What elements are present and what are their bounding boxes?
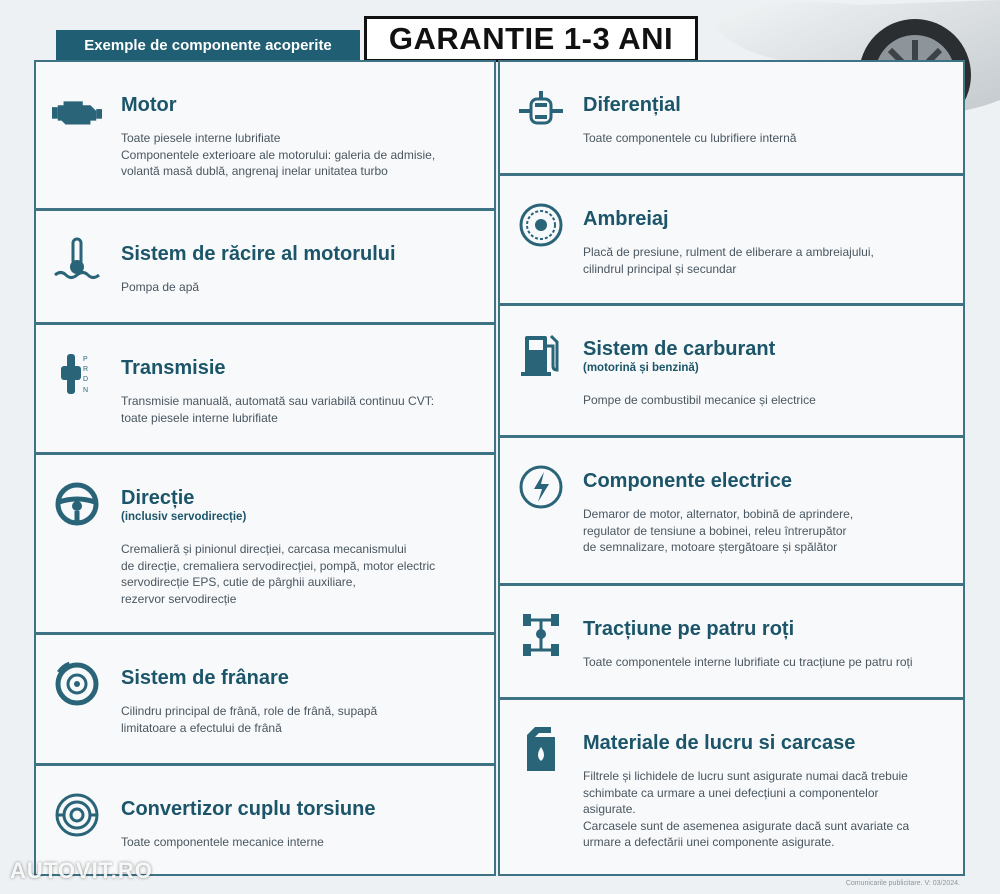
description-line: Toate componentele interne lubrifiate cu tracțiune pe patru roți bbox=[583, 655, 913, 669]
description-line: de direcție, cremaliera servodirecției, pompă, motor electric bbox=[121, 558, 436, 573]
card-description bbox=[583, 506, 955, 556]
card-description bbox=[121, 834, 488, 851]
card-description bbox=[121, 279, 488, 296]
svg-text:R: R bbox=[83, 366, 89, 373]
card-subtitle: (motorină și benzină) bbox=[583, 362, 699, 374]
steering-wheel-icon bbox=[52, 479, 102, 529]
description-line: cilindrul principal și secundar bbox=[583, 261, 737, 276]
gearbox-icon bbox=[52, 349, 102, 399]
card-description bbox=[583, 130, 955, 147]
description-line: Cilindru principal de frână, role de frână, supapă bbox=[121, 704, 378, 718]
footnote: Comunicarile publicitare. V: 03/2024. bbox=[845, 880, 960, 887]
description-line: Pompe de combustibil mecanice și electrice bbox=[583, 393, 816, 407]
description-line: Toate componentele mecanice interne bbox=[121, 835, 324, 849]
oil-can-icon bbox=[516, 724, 566, 774]
card-steering-wheel bbox=[34, 453, 496, 634]
description-line: Componentele exterioare ale motorului: galeria de admisie, bbox=[121, 147, 436, 162]
card-title: Materiale de lucru si carcase bbox=[583, 732, 856, 754]
brake-disc-icon bbox=[52, 659, 102, 709]
svg-text:P: P bbox=[83, 356, 88, 363]
description-line: schimbate ca urmare a unei defecțiuni a componentelor bbox=[583, 785, 879, 800]
card-description bbox=[121, 130, 488, 180]
card-title: Sistem de răcire al motorului bbox=[121, 243, 396, 265]
card-clutch bbox=[498, 174, 965, 305]
card-title: Sistem de frânare bbox=[121, 667, 289, 689]
card-description bbox=[583, 654, 955, 671]
card-description bbox=[121, 703, 488, 736]
description-line: de semnalizare, motoare ștergătoare și spălător bbox=[583, 540, 838, 554]
card-description bbox=[583, 768, 955, 851]
card-title: Convertizor cuplu torsiune bbox=[121, 798, 376, 820]
card-description bbox=[121, 393, 488, 426]
description-line: Pompa de apă bbox=[121, 280, 200, 294]
card-brake-disc bbox=[34, 633, 496, 765]
card-title: Motor bbox=[121, 94, 177, 116]
card-title: Direcție bbox=[121, 487, 195, 509]
engine-icon bbox=[52, 86, 102, 136]
header-tab: Exemple de componente acoperite bbox=[56, 30, 360, 60]
card-title: Ambreiaj bbox=[583, 208, 669, 230]
description-line: Placă de presiune, rulment de eliberare a ambreiajului, bbox=[583, 245, 874, 259]
card-description bbox=[583, 392, 955, 409]
description-line: Filtrele și lichidele de lucru sunt asigurate numai dacă trebuie bbox=[583, 769, 908, 783]
card-gearbox bbox=[34, 323, 496, 454]
description-line: Toate piesele interne lubrifiate bbox=[121, 131, 281, 145]
card-title: Tracțiune pe patru roți bbox=[583, 618, 795, 640]
description-line: Cremalieră și pinionul direcției, carcasa mecanismului bbox=[121, 542, 407, 556]
fuel-pump-icon bbox=[516, 330, 566, 380]
description-line: volantă masă dublă, angrenaj inelar unitatea turbo bbox=[121, 164, 388, 178]
differential-icon bbox=[516, 86, 566, 136]
card-electric bbox=[498, 436, 965, 585]
description-line: servodirecție EPS, cutie de pârghii auxiliare, bbox=[121, 575, 356, 589]
card-differential bbox=[498, 60, 965, 175]
four-wheel-drive-icon bbox=[516, 610, 566, 660]
warranty-banner: GARANTIE 1-3 ANI bbox=[364, 16, 698, 62]
description-line: urmare a defectării unei componente asigurate. bbox=[583, 835, 835, 849]
card-fuel-pump bbox=[498, 304, 965, 437]
description-line: Toate componentele cu lubrifiere internă bbox=[583, 131, 797, 145]
electric-icon bbox=[516, 462, 566, 512]
card-title: Transmisie bbox=[121, 357, 226, 379]
description-line: toate piesele interne lubrifiate bbox=[121, 410, 278, 425]
card-title: Diferențial bbox=[583, 94, 681, 116]
card-title: Sistem de carburant bbox=[583, 338, 776, 360]
svg-text:N: N bbox=[83, 387, 89, 394]
watermark: AUTOVIT.RO bbox=[10, 858, 153, 883]
svg-text:D: D bbox=[83, 376, 89, 383]
card-description bbox=[121, 541, 488, 607]
card-engine bbox=[34, 60, 496, 210]
card-four-wheel-drive bbox=[498, 584, 965, 699]
description-line: limitatoare a efectului de frână bbox=[121, 720, 282, 735]
card-description bbox=[583, 244, 955, 277]
clutch-icon bbox=[516, 200, 566, 250]
torque-converter-icon bbox=[52, 790, 102, 840]
card-title: Componente electrice bbox=[583, 470, 792, 492]
description-line: Demaror de motor, alternator, bobină de aprindere, bbox=[583, 507, 854, 521]
card-oil-can bbox=[498, 698, 965, 876]
description-line: Carcasele sunt de asemenea asigurate dacă sunt avariate ca bbox=[583, 818, 910, 833]
coolant-icon bbox=[52, 235, 102, 285]
card-coolant bbox=[34, 209, 496, 324]
card-subtitle: (inclusiv servodirecție) bbox=[121, 511, 247, 523]
description-line: asigurate. bbox=[583, 802, 636, 816]
description-line: rezervor servodirecție bbox=[121, 591, 237, 606]
description-line: Transmisie manuală, automată sau variabilă continuu CVT: bbox=[121, 394, 435, 408]
description-line: regulator de tensiune a bobinei, releu întrerupător bbox=[583, 523, 847, 538]
